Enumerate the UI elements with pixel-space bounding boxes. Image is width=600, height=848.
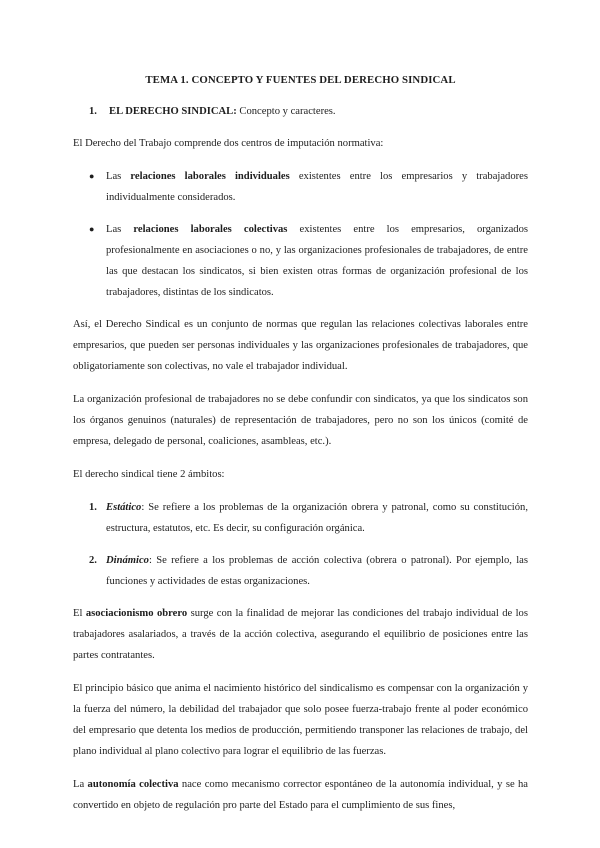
section-title: EL DERECHO SINDICAL: [109,106,237,117]
bullet-text-post: existentes entre los empresarios y trabajadores individualmente considerados. [106,171,528,203]
text-post: surge con la finalidad de mejorar las condiciones del trabajo individual de los trabajadores asalariados, a través de la acción colectiva, asegurando el equilibrio de posiciones entre las partes contratantes. [73,608,528,661]
text-pre: La [73,779,88,790]
bullet-text-pre: Las [106,224,134,235]
ambito-number: 1. [89,502,97,513]
section-number: 1. [89,106,97,117]
ambitos-list [73,497,528,592]
text-pre: El [73,608,86,619]
paragraph-autonomia [73,774,528,816]
ambito-number: 2. [89,555,97,566]
paragraph-derecho-sindical: Así, el Derecho Sindical es un conjunto de normas que regulan las relaciones colectivas laborales entre empresarios, que pueden ser personas individuales y las organizaciones profesionales de trabajadores, que obligatoriamente son colectivas, no vale el trabajador individual. [73,319,528,372]
section-subtitle: Concepto y caracteres. [236,106,336,117]
page-title: TEMA 1. CONCEPTO Y FUENTES DEL DERECHO SINDICAL [145,74,456,86]
bullet-item-colectivas [73,219,528,303]
paragraph-organizacion: La organización profesional de trabajadores no se debe confundir con sindicatos, ya que los sindicatos son los órganos genuinos (naturales) de representación de trabajadores, pero no son los únicos (comité de empresa, delegado de personal, coaliciones, asambleas, etc.). [73,394,528,447]
ambito-text: : Se refiere a los problemas de acción colectiva (obrera o patronal). Por ejemplo, las funciones y actividades de estas organizaciones. [106,555,528,587]
text-post: nace como mecanismo corrector espontáneo de la autonomía individual, y se ha convertido en objeto de regulación pro parte del Estado para el cumplimiento de sus fines, [73,779,528,811]
bullet-text-pre: Las [106,171,131,182]
ambito-text: : Se refiere a los problemas de la organización obrera y patronal, como su constitución, estructura, estatutos, etc. Es decir, su configuración orgánica. [106,502,528,534]
ambito-item-dinamico [73,550,528,592]
bullet-item-individuales [73,166,528,208]
bold-term: autonomía colectiva [87,779,179,790]
paragraph-asociacionismo [73,603,528,666]
bullet-text-post: existentes entre los empresarios, organizados profesionalmente en asociaciones o no, y las organizaciones profesionales de trabajadores, de entre las que destacan los sindicatos, si bien existen otras formas de organización profesional de los trabajadores, distintas de los sindicatos. [106,224,528,298]
bullet-icon: ● [89,224,95,234]
bullet-term: relaciones laborales individuales [130,171,290,182]
ambito-term: Dinámico [106,555,149,566]
bullet-term: relaciones laborales colectivas [133,224,288,235]
ambito-item-estatico [73,497,528,539]
bullet-list [73,166,528,303]
ambito-term: Estático [106,502,142,513]
intro-paragraph: El Derecho del Trabajo comprende dos centros de imputación normativa: [73,138,384,149]
bold-term: asociacionismo obrero [85,608,188,619]
bullet-icon: ● [89,171,95,181]
paragraph-principio: El principio básico que anima el nacimiento histórico del sindicalismo es compensar con la organización y la fuerza del número, la debilidad del trabajador que solo posee fuerza-trabajo frente al poder económico del empresario que detenta los medios de producción, permitiendo transponer las relaciones de trabajo, del plano individual al plano colectivo para lograr el equilibrio de las fuerzas. [73,683,528,757]
paragraph-ambitos-intro: El derecho sindical tiene 2 ámbitos: [73,469,225,480]
section-heading [89,101,528,122]
